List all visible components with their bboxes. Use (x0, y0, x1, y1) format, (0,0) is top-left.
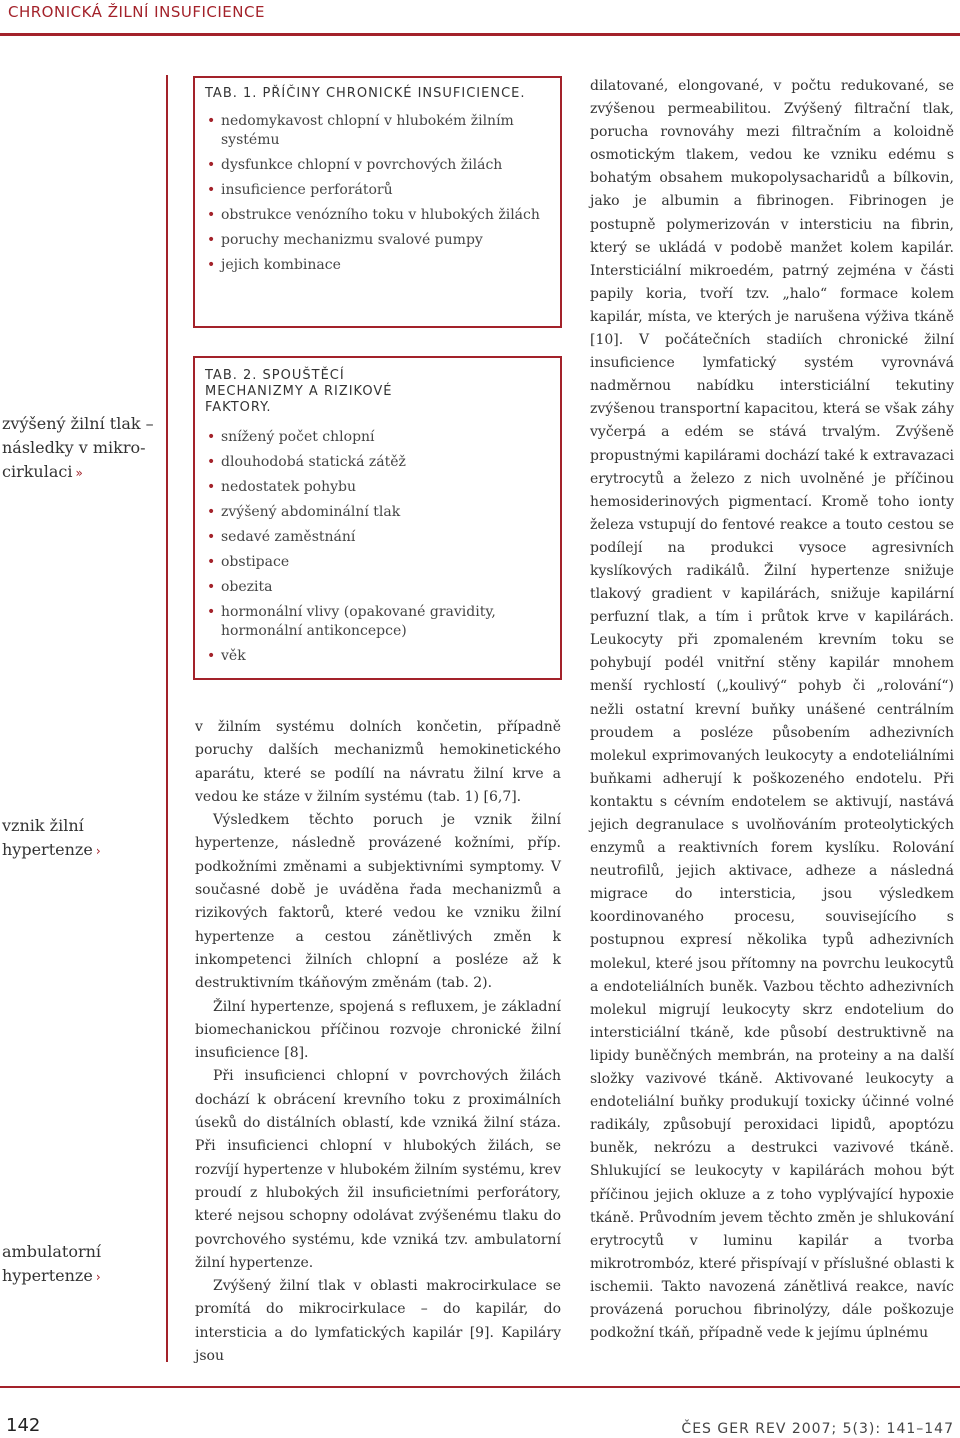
header-title: CHRONICKÁ ŽILNÍ INSUFICIENCE (8, 3, 265, 21)
table-2-caption: TAB. 2. SPOUŠTĚCÍ MECHANIZMY A RIZIKOVÉ FAKTORY. (205, 368, 393, 415)
page-number: 142 (6, 1415, 41, 1436)
table-1 (193, 76, 562, 328)
table-2-item: • zvýšený abdominální tlak (205, 503, 550, 522)
table-2-item: • hormonální vlivy (opakované gravidity, hormonální antikoncepce) (205, 603, 550, 641)
body-paragraph: dilatované, elongované, v počtu redukované, se zvýšenou permeabilitou. Zvýšený filtrační tlak, porucha rovnováhy mezi filtračním a koloidně osmotickým tlakem, vedou ke vzniku edému s bohatým obsahem mukopolysacharidů a bílkovin, jako je albumin a fibrinogen. Fibrinogen je postupně polymerizován v intersticiu na fibrin, který se ukládá v podobě manžet kolem kapilár. Intersticiální mikroedém, patrný zejména v části papily koria, tvoří tzv. „halo“ formace kolem kapilár, místa, ve kterých je narušena výživa tkáně [10]. V počátečních stadiích chronické žilní insuficience lymfatický systém vyrovnává nadměrnou nabídku intersticiální tekutiny zvýšenou transportní kapacitou, která se však záhy vyčerpá a edém se stává trvalým. Zvýšeně propustnými kapilárami dochází také k extravazaci erytrocytů a železo z nich uvolněné je příčinou hemosiderinových pigmentací. Kromě toho ionty železa vstupují do fentové reakce a touto cestou se podílejí na produkci vysoce agresivních kyslíkových radikálů. Žilní hypertenze snižuje tlakový gradient v kapilárách, snižuje kapilární perfuzní tlak, a tím i průtok krve v kapilárách. Leukocyty při zpomaleném krevním toku se pohybují podél vnitřní stěny kapilár mnohem menší rychlostí („koulivý“ pohyb či „rolování“) nežli ostatní krevní buňky unášené centrálním proudem a posléze působením adhezivních molekul exprimovaných leukocyty a endoteliálními buňkami adherují k poškozeného endotelu. Při kontaktu s cévním endotelem se aktivují, nastává jejich degranulace s uvolňováním proteolytických enzymů a reaktivních forem kyslíku. Rolování neutrofilů, jejich aktivace, adheze a následná migrace do intersticia, jsou výsledkem koordinovaného procesu, souvisejícího s postupnou expresí několika typů adhezivních molekul, které jsou přítomny na povrchu leukocytů a endoteliálních buněk. Vazbou těchto adhezivních molekul migrují leukocyty skrz endotelium do intersticiální tkáně, kde působí destruktivně na lipidy buněčných membrán, na proteiny a na další složky vazivové tkáně. Aktivované leukocyty a endoteliální buňky produkují toxicky účinné volné radikály, způsobují peroxidaci lipidů, apoptózu buněk, nekrózu a destrukci vazivové tkáně. Shlukující se leukocyty v kapilárách mohou být příčinou jejich okluze a z toho vyplývající hypoxie tkáně. Průvodním jevem těchto změn je shlukování erytrocytů v luminu kapilár a tvorba mikrotrombóz, které přispívají v příslušné oblasti k ischemii. Takto navozená zánětlivá reakce, navíc provázená poruchou fibrinolýzy, dále poškozuje podkožní tkáň, případně vede k jejímu úplnému (590, 78, 954, 1342)
body-column-right (590, 75, 954, 1345)
margin-note-text: vznik žilní hypertenze (2, 816, 93, 859)
body-paragraph: Výsledkem těchto poruch je vznik žilní hypertenze, následně provázené kožními, příp. podkožními změnami a subjektivními symptomy. V současné době je uváděna řada mechanizmů a rizikových faktorů, které vedou ke vzniku žilní hypertenze a cestou zánětlivých změn k inkompetenci žilních chlopní a posléze až k destruktivním tkáňovým změnám (tab. 2). (195, 812, 561, 992)
table-1-item: • insuficience perforátorů (205, 181, 550, 200)
table-2-item: • obstipace (205, 553, 550, 572)
body-paragraph: Zvýšený žilní tlak v oblasti makrocirkulace se promítá do mikrocirkulace – do kapilár, do intersticia a do lymfatických kapilár [9]. Kapiláry jsou (195, 1278, 561, 1365)
body-paragraph: Při insuficienci chlopní v povrchových žilách dochází k obrácení krevního toku z proximálních úseků do distálních oblastí, kde vzniká žilní stáza. Při insuficienci chlopní v hlubokých žilách, se rozvíjí hypertenze v hlubokém žilním systému, krev proudí z hlubokých žil insuficietními perforátory, které nejsou schopny odolávat zvýšenému tlaku do povrchového systému, kde vzniká tzv. ambulatorní žilní hypertenze. (195, 1068, 561, 1271)
margin-note-ambulatory-hypertension (2, 1240, 162, 1289)
table-1-item: • poruchy mechanizmu svalové pumpy (205, 231, 550, 250)
table-1-item: • nedomykavost chlopní v hlubokém žilním systému (205, 112, 550, 150)
margin-note-text: zvýšený žilní tlak – následky v mikro- cirkulaci (2, 414, 154, 481)
footer-rule (0, 1386, 960, 1388)
table-2-item: • nedostatek pohybu (205, 478, 550, 497)
body-column-middle (195, 716, 561, 1368)
double-chevron-right-icon: » (75, 466, 83, 480)
table-2-item: • snížený počet chlopní (205, 428, 550, 447)
margin-note-text: ambulatorní hypertenze (2, 1242, 102, 1285)
table-2-item: • věk (205, 647, 550, 666)
body-paragraph: v žilním systému dolních končetin, případně poruchy dalších mechanizmů hemokinetického aparátu, které se podílí na návratu žilní krve a vedou ke stáze v žilním systému (tab. 1) [6,7]. (195, 719, 561, 805)
table-1-list (205, 112, 550, 275)
table-2-item: • dlouhodobá statická zátěž (205, 453, 550, 472)
table-2 (193, 356, 562, 680)
running-header (0, 0, 960, 36)
table-2-item: • obezita (205, 578, 550, 597)
journal-reference: ČES GER REV 2007; 5(3): 141–147 (681, 1421, 954, 1437)
chevron-right-icon: › (95, 844, 101, 858)
table-1-item: • jejich kombinace (205, 256, 550, 275)
table-1-item: • obstrukce venózního toku v hlubokých žilách (205, 206, 550, 225)
table-1-item: • dysfunkce chlopní v povrchových žilách (205, 156, 550, 175)
margin-note-microcirculation (2, 412, 162, 485)
table-1-caption: TAB. 1. PŘÍČINY CHRONICKÉ INSUFICIENCE. (205, 86, 526, 101)
table-2-item: • sedavé zaměstnání (205, 528, 550, 547)
margin-note-venous-hypertension (2, 814, 162, 863)
body-paragraph: Žilní hypertenze, spojená s refluxem, je základní biomechanickou příčinou rozvoje chronické žilní insuficience [8]. (195, 998, 561, 1062)
margin-rule (166, 75, 168, 1362)
table-2-list (205, 428, 550, 666)
chevron-right-icon: › (95, 1270, 101, 1284)
